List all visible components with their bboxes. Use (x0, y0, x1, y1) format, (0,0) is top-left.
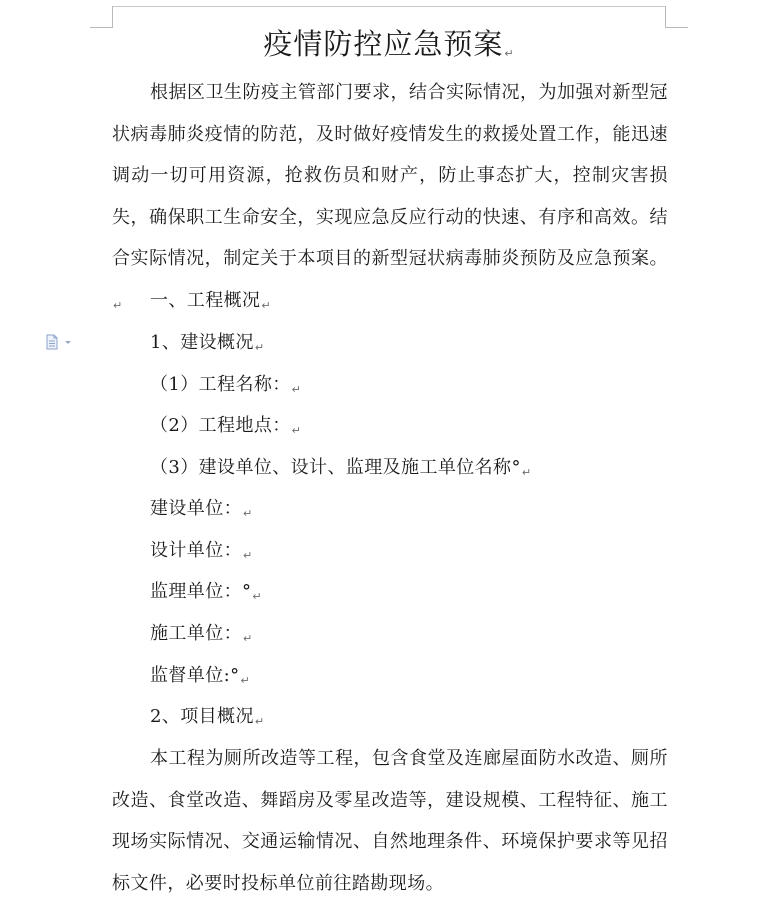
paragraph-mark: ↵ (113, 298, 123, 312)
list-item-unit-names[interactable] (150, 455, 531, 486)
field-label: 施工单位： (150, 623, 242, 644)
sub-heading-construction-overview[interactable] (150, 330, 264, 361)
list-item-project-name[interactable] (150, 372, 301, 403)
document-icon[interactable] (44, 334, 74, 350)
project-description-text: 本工程为厕所改造等工程，包含食堂及连廊屋面防水改造、厕所改造、食堂改造、舞蹈房及零星改造等，建设规模、工程特征、施工现场实际情况、交通运输情况、自然地理条件、环境保护要求等见招标文件，必要时投标单位前往踏勘现场。 (112, 748, 668, 894)
field-contractor-unit[interactable] (150, 621, 253, 652)
paragraph-mark: ↵ (243, 632, 253, 645)
section-heading-engineering-overview[interactable] (150, 288, 271, 319)
paragraph-mark: ↵ (504, 47, 515, 60)
paragraph-mark: ↵ (243, 549, 253, 562)
list-item-text: （2）工程地点： (150, 415, 291, 436)
section-heading-text: 一、工程概况 (150, 290, 261, 311)
sub-heading-project-overview[interactable] (150, 704, 264, 735)
page-top-border (112, 6, 666, 7)
paragraph-mark: ↵ (291, 424, 302, 437)
paragraph-mark: ↵ (521, 466, 532, 479)
document-title-text: 疫情防控应急预案 (263, 27, 504, 61)
field-label: 设计单位： (150, 540, 242, 561)
paragraph-mark: ↵ (254, 715, 265, 728)
field-construction-unit[interactable] (150, 496, 253, 527)
intro-text: 根据区卫生防疫主管部门要求，结合实际情况，为加强对新型冠状病毒肺炎疫情的防范，及时做好疫情发生的救援处置工作，能迅速调动一切可用资源，抢救伤员和财产，防止事态扩大，控制灾害损失，确保职工生命安全，实现应急反应行动的快速、有序和高效。结合实际情况，制定关于本项目的新型冠状病毒肺炎预防及应急预案。 (112, 82, 668, 269)
field-design-unit[interactable] (150, 538, 253, 569)
crop-mark-left-horizontal (90, 27, 112, 28)
sub-heading-text: 1、建设概况 (150, 332, 254, 353)
field-label: 建设单位： (150, 498, 242, 519)
document-title[interactable] (112, 22, 666, 76)
paragraph-mark: ↵ (261, 299, 272, 312)
sub-heading-text: 2、项目概况 (150, 706, 254, 727)
field-supervision-unit[interactable] (150, 579, 262, 610)
field-label: 监督单位:° (150, 665, 240, 686)
list-item-text: （3）建设单位、设计、监理及施工单位名称° (150, 457, 521, 478)
field-label: 监理单位：° (150, 581, 252, 602)
chevron-down-icon (65, 341, 71, 344)
list-item-text: （1）工程名称： (150, 374, 291, 395)
paragraph-mark: ↵ (252, 590, 263, 603)
paragraph-mark: ↵ (243, 507, 253, 520)
paragraph-mark: ↵ (291, 383, 302, 396)
list-item-project-location[interactable] (150, 413, 301, 444)
field-oversight-unit[interactable] (150, 663, 250, 694)
crop-mark-right-horizontal (666, 27, 688, 28)
project-description-paragraph[interactable] (112, 738, 668, 904)
paragraph-mark: ↵ (254, 341, 265, 354)
paragraph-mark: ↵ (240, 674, 251, 687)
